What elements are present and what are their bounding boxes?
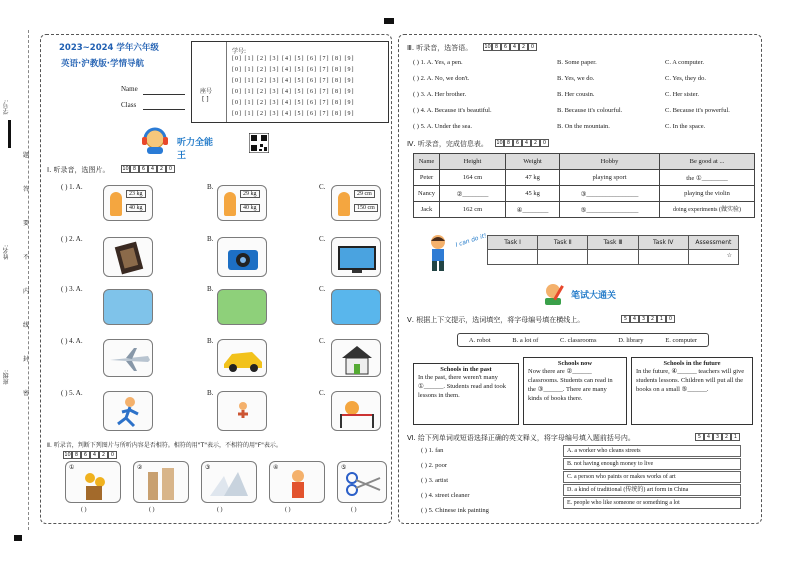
table-cell: 162 cm bbox=[440, 202, 506, 218]
definition-item: D. a kind of traditional (传统的) art form in China bbox=[563, 484, 741, 496]
match-item[interactable]: ( ) 3. artist bbox=[421, 477, 449, 484]
q-number: ( ) 1. A. bbox=[61, 183, 83, 191]
task-header: Task Ⅱ bbox=[538, 236, 587, 250]
running-picture[interactable] bbox=[103, 391, 153, 431]
box-title: Schools now bbox=[557, 360, 593, 367]
scale-reading: 40 kg bbox=[240, 204, 260, 212]
film-reel-icon bbox=[104, 238, 154, 278]
match-item[interactable]: ( ) 2. poor bbox=[421, 462, 447, 469]
car-picture[interactable] bbox=[217, 339, 267, 377]
picnic-picture[interactable] bbox=[217, 289, 267, 325]
word-option: D. library bbox=[618, 336, 644, 344]
option-c: C. bbox=[319, 337, 326, 345]
option-b[interactable]: B. Because it's colourful. bbox=[557, 107, 623, 114]
cartoon-kid bbox=[423, 232, 488, 273]
school-year: 2023~2024 学年六年级 bbox=[59, 43, 159, 53]
table-cell-blank[interactable]: ③________________ bbox=[560, 186, 660, 202]
table-cell: playing the violin bbox=[660, 186, 755, 202]
option-b: B. bbox=[207, 285, 214, 293]
score-cell[interactable]: 10 bbox=[64, 452, 71, 458]
score-cell[interactable]: 2 bbox=[157, 165, 166, 173]
kid-icon bbox=[110, 192, 122, 216]
pic-number: ② bbox=[137, 464, 143, 471]
task-header: Task Ⅰ bbox=[488, 236, 537, 250]
section1-score-grid bbox=[121, 165, 175, 173]
kid-icon bbox=[224, 192, 236, 216]
score-cell[interactable]: 0 bbox=[108, 451, 117, 459]
column-header: Be good at ... bbox=[660, 154, 755, 170]
column-header: Weight bbox=[506, 154, 560, 170]
option-c: C. bbox=[319, 285, 326, 293]
writing-badge bbox=[539, 281, 649, 307]
q-number: ( ) 2. A. bbox=[61, 235, 83, 243]
scale-reading: 23 kg bbox=[126, 190, 146, 198]
section5-title: Ⅴ. 根据上下文提示，选词填空，将字母编号填在横线上。 bbox=[407, 316, 585, 324]
task-header: Assessment bbox=[689, 236, 738, 250]
table-cell-blank[interactable]: ⑤________________ bbox=[560, 202, 660, 218]
scale-reading: 40 kg bbox=[126, 204, 146, 212]
word-option: E. computer bbox=[665, 336, 698, 344]
table-cell: 47 kg bbox=[506, 170, 560, 186]
class-field[interactable] bbox=[143, 109, 185, 110]
option-c[interactable]: C. In the space. bbox=[665, 123, 706, 130]
table-cell: doing experiments (做实验) bbox=[660, 202, 755, 218]
score-cell[interactable]: 0 bbox=[666, 315, 675, 323]
runner-icon bbox=[104, 392, 154, 432]
score-cell[interactable]: 4 bbox=[90, 451, 99, 459]
option-b[interactable]: B. Some paper. bbox=[557, 59, 597, 66]
score-cell[interactable]: 3 bbox=[713, 433, 722, 441]
option-c: C. bbox=[319, 235, 326, 243]
option-b[interactable]: B. Yes, we do. bbox=[557, 75, 595, 82]
table-cell: Peter bbox=[414, 170, 440, 186]
qr-code-icon bbox=[249, 133, 269, 153]
star-icon[interactable]: ☆ bbox=[726, 252, 733, 259]
table-cell: Jack bbox=[414, 202, 440, 218]
option-c[interactable]: C. Yes, they do. bbox=[665, 75, 706, 82]
opera-house-icon bbox=[202, 462, 258, 504]
section6-title: Ⅵ. 给下列单词或短语选择正确的英文释义，将字母编号填入题前括号内。 bbox=[407, 434, 635, 442]
digit-row[interactable]: [0] [1] [2] [3] [4] [5] [6] [7] [8] [9] bbox=[232, 111, 355, 117]
camera-icon bbox=[218, 238, 268, 278]
box-text: In the past, there weren't many ①______. Students read and took lessons in them. bbox=[418, 374, 506, 399]
match-right bbox=[563, 445, 741, 510]
task-header: Task Ⅳ bbox=[639, 236, 688, 250]
airplane-icon bbox=[104, 340, 154, 378]
definition-item: E. people who like someone or something a lot bbox=[563, 497, 741, 509]
pic-number: ③ bbox=[205, 464, 211, 471]
score-cell[interactable]: 10 bbox=[122, 166, 129, 172]
score-cell[interactable]: 4 bbox=[148, 165, 157, 173]
register-mark-top bbox=[384, 18, 394, 24]
cartoon-caption: I can do it! bbox=[454, 232, 488, 249]
table-cell: Nancy bbox=[414, 186, 440, 202]
task-col bbox=[538, 236, 588, 264]
match-item[interactable]: ( ) 5. Chinese ink painting bbox=[421, 507, 489, 514]
section4-score-grid bbox=[495, 139, 549, 147]
option-a[interactable]: ( ) 1. A. Yes, a pen. bbox=[413, 59, 463, 66]
score-cell[interactable]: 3 bbox=[639, 315, 648, 323]
option-b[interactable]: B. Her cousin. bbox=[557, 91, 595, 98]
listening-title: 听力全能王 bbox=[177, 138, 214, 161]
tv-picture[interactable] bbox=[331, 237, 381, 277]
score-cell[interactable]: 8 bbox=[492, 43, 501, 51]
answer-blank[interactable]: ( ) bbox=[149, 507, 155, 513]
register-mark bbox=[14, 535, 22, 541]
definition-item: B. not having enough money to live bbox=[563, 458, 741, 470]
seal-char: 密 bbox=[23, 390, 30, 397]
book-subtitle: 英语·沪教版·学情导航 bbox=[61, 59, 144, 69]
score-cell[interactable]: 4 bbox=[510, 43, 519, 51]
answer-blank[interactable]: ( ) bbox=[285, 507, 291, 513]
sports-car-icon bbox=[218, 340, 268, 378]
answer-blank[interactable]: ( ) bbox=[81, 507, 87, 513]
listening-badge bbox=[137, 127, 217, 161]
section1-row-2 bbox=[47, 233, 387, 275]
id-divider bbox=[226, 42, 227, 122]
scale-reading: 29 cm bbox=[354, 190, 375, 198]
table-row bbox=[414, 170, 755, 186]
seal-char: 不 bbox=[23, 254, 30, 261]
high-jump-picture[interactable] bbox=[331, 391, 381, 431]
task-col bbox=[689, 236, 738, 264]
score-cell[interactable]: 5 bbox=[621, 315, 630, 323]
option-a[interactable]: ( ) 4. A. Because it's beautiful. bbox=[413, 107, 492, 114]
choice-row bbox=[413, 75, 757, 91]
seal-char: 答 bbox=[23, 186, 30, 193]
sunflowers-icon bbox=[66, 462, 122, 504]
television-icon bbox=[332, 238, 382, 278]
score-cell[interactable]: 8 bbox=[72, 451, 81, 459]
name-field[interactable] bbox=[143, 94, 185, 95]
pic-number: ⑤ bbox=[341, 464, 347, 471]
id-box bbox=[191, 41, 389, 123]
section3-score-grid bbox=[483, 43, 537, 51]
section1-row-1 bbox=[47, 181, 387, 221]
score-cell[interactable]: 6 bbox=[501, 43, 510, 51]
digit-row[interactable]: [0] [1] [2] [3] [4] [5] [6] [7] [8] [9] bbox=[232, 56, 355, 62]
option-b: B. bbox=[207, 337, 214, 345]
kid-icon bbox=[338, 192, 350, 216]
table-row bbox=[414, 186, 755, 202]
task-header: Task Ⅲ bbox=[588, 236, 637, 250]
table-row bbox=[414, 202, 755, 218]
score-cell[interactable]: 6 bbox=[81, 451, 90, 459]
score-cell[interactable]: 0 bbox=[528, 43, 537, 51]
school-boxes bbox=[413, 357, 757, 427]
task-col bbox=[639, 236, 689, 264]
margin-class: 班级: bbox=[3, 370, 10, 385]
section2-score-grid bbox=[63, 451, 117, 459]
score-cell[interactable]: 8 bbox=[130, 165, 139, 173]
digit-row[interactable]: [0] [1] [2] [3] [4] [5] [6] [7] [8] [9] bbox=[232, 78, 355, 84]
word-bank bbox=[457, 333, 709, 347]
option-a[interactable]: ( ) 3. A. Her brother. bbox=[413, 91, 467, 98]
table-cell-blank[interactable]: the ①________ bbox=[660, 170, 755, 186]
scale-picture-b[interactable] bbox=[217, 185, 267, 221]
scale-reading: 29 kg bbox=[240, 190, 260, 198]
camera-picture[interactable] bbox=[217, 237, 267, 277]
section1-row-5 bbox=[47, 387, 387, 431]
definition-item: C. a person who paints or makes works of art bbox=[563, 471, 741, 483]
margin-student-no: 学号: bbox=[3, 100, 10, 115]
word-option: B. a lot of bbox=[512, 336, 539, 344]
seal-line-text bbox=[23, 150, 33, 422]
box-title: Schools in the past bbox=[440, 366, 492, 373]
margin-bar bbox=[8, 120, 11, 148]
option-c[interactable]: C. Because it's powerful. bbox=[665, 107, 730, 114]
score-cell[interactable]: 4 bbox=[630, 315, 639, 323]
answer-blank[interactable]: ( ) bbox=[351, 507, 357, 513]
table-header-row bbox=[414, 154, 755, 170]
score-cell[interactable]: 1 bbox=[731, 433, 740, 441]
box-title: Schools in the future bbox=[663, 360, 721, 367]
margin-name: 姓名: bbox=[3, 245, 10, 260]
seal-char: 内 bbox=[23, 288, 30, 295]
header-box bbox=[47, 39, 191, 113]
task-table bbox=[487, 235, 739, 265]
match-left bbox=[421, 447, 551, 522]
section6-score-grid bbox=[695, 433, 740, 441]
class-label: Class bbox=[121, 101, 137, 109]
score-cell[interactable]: 6 bbox=[139, 165, 148, 173]
q-number: ( ) 3. A. bbox=[61, 285, 83, 293]
section3-title: Ⅲ. 听录音，选答语。 bbox=[407, 44, 473, 52]
digit-row[interactable]: [0] [1] [2] [3] [4] [5] [6] [7] [8] [9] bbox=[232, 89, 355, 95]
jumping-picture[interactable] bbox=[217, 391, 267, 431]
box-text: Now there are ②______ classrooms. Students can read in the ③______. There are many kinds of books there. bbox=[528, 368, 613, 402]
choice-row bbox=[413, 107, 757, 123]
choice-row bbox=[413, 59, 757, 75]
definition-item: A. a worker who cleans streets bbox=[563, 445, 741, 457]
table-cell-blank[interactable]: ④________ bbox=[506, 202, 560, 218]
seat-box[interactable]: [ ] bbox=[202, 96, 209, 103]
seal-char: 题 bbox=[23, 152, 30, 159]
picture-2[interactable] bbox=[133, 461, 189, 503]
scale-reading: 150 cm bbox=[354, 204, 378, 212]
left-page bbox=[40, 34, 392, 524]
table-cell: 45 kg bbox=[506, 186, 560, 202]
choice-row bbox=[413, 123, 757, 139]
option-c[interactable]: C. A computer. bbox=[665, 59, 704, 66]
score-cell[interactable]: 4 bbox=[704, 433, 713, 441]
school-past-box bbox=[413, 363, 519, 425]
match-item[interactable]: ( ) 1. fan bbox=[421, 447, 444, 454]
pencil-kid-icon bbox=[539, 281, 567, 307]
column-header: Hobby bbox=[560, 154, 660, 170]
painter-icon bbox=[270, 462, 326, 504]
picture-1[interactable] bbox=[65, 461, 121, 503]
scale-picture-c[interactable] bbox=[331, 185, 381, 221]
score-cell[interactable]: 0 bbox=[166, 165, 175, 173]
digit-row[interactable]: [0] [1] [2] [3] [4] [5] [6] [7] [8] [9] bbox=[232, 100, 355, 106]
table-cell: 164 cm bbox=[440, 170, 506, 186]
swimming-picture[interactable] bbox=[331, 289, 381, 325]
word-option: C. classrooms bbox=[560, 336, 597, 344]
digit-row[interactable]: [0] [1] [2] [3] [4] [5] [6] [7] [8] [9] bbox=[232, 67, 355, 73]
section1-row-4 bbox=[47, 335, 387, 377]
high-jump-icon bbox=[332, 392, 382, 432]
buildings-icon bbox=[134, 462, 190, 504]
headphone-kid-icon bbox=[137, 127, 173, 155]
column-header: Height bbox=[440, 154, 506, 170]
binding-margin bbox=[0, 0, 38, 561]
table-cell-blank[interactable]: ②________ bbox=[440, 186, 506, 202]
match-item[interactable]: ( ) 4. street cleaner bbox=[421, 492, 470, 499]
beach-picture[interactable] bbox=[103, 289, 153, 325]
house-icon bbox=[332, 340, 382, 378]
score-cell[interactable]: 6 bbox=[513, 139, 522, 147]
picture-3[interactable] bbox=[201, 461, 257, 503]
box-text: In the future, ④______ teachers will give students lessons. Children will put all the books on a small ⑤______. bbox=[636, 368, 745, 393]
pic-number: ① bbox=[69, 464, 75, 471]
option-b: B. bbox=[207, 183, 214, 191]
score-cell[interactable]: 4 bbox=[522, 139, 531, 147]
score-cell[interactable]: 5 bbox=[695, 433, 704, 441]
option-b[interactable]: B. On the mountain. bbox=[557, 123, 610, 130]
name-label: Name bbox=[121, 85, 138, 93]
writing-title: 笔试大通关 bbox=[571, 291, 617, 301]
film-picture[interactable] bbox=[103, 237, 153, 277]
q-number: ( ) 4. A. bbox=[61, 337, 83, 345]
seal-char: 封 bbox=[23, 356, 30, 363]
score-cell[interactable]: 0 bbox=[540, 139, 549, 147]
score-cell[interactable]: 1 bbox=[657, 315, 666, 323]
section3-items bbox=[413, 59, 757, 139]
column-header: Name bbox=[414, 154, 440, 170]
section4-title: Ⅳ. 听录音，完成信息表。 bbox=[407, 140, 488, 148]
section1-row-3 bbox=[47, 283, 387, 325]
pic-number: ④ bbox=[273, 464, 279, 471]
task-col bbox=[488, 236, 538, 264]
q-number: ( ) 5. A. bbox=[61, 389, 83, 397]
section1-title: Ⅰ. 听录音，选图片。 bbox=[47, 166, 110, 174]
section2-title: Ⅱ. 听录音，判断下列图片与所听内容是否相符。相符的用"T"表示，不相符的用"F"表示。 bbox=[47, 442, 282, 449]
option-b: B. bbox=[207, 389, 214, 397]
task-col bbox=[588, 236, 638, 264]
option-b: B. bbox=[207, 235, 214, 243]
score-cell[interactable]: 2 bbox=[722, 433, 731, 441]
jumper-icon bbox=[218, 392, 268, 432]
option-c: C. bbox=[319, 183, 326, 191]
picture-5[interactable] bbox=[337, 461, 387, 503]
scale-picture-a[interactable] bbox=[103, 185, 153, 221]
plane-picture[interactable] bbox=[103, 339, 153, 377]
option-a[interactable]: ( ) 5. A. Under the sea. bbox=[413, 123, 473, 130]
score-cell[interactable]: 8 bbox=[504, 139, 513, 147]
waving-boy-icon bbox=[423, 233, 453, 273]
digit-grid bbox=[232, 56, 354, 122]
score-cell[interactable]: 2 bbox=[99, 451, 108, 459]
school-now-box bbox=[523, 357, 627, 425]
option-c[interactable]: C. Her sister. bbox=[665, 91, 699, 98]
section2-pictures bbox=[51, 461, 387, 521]
table-cell: playing sport bbox=[560, 170, 660, 186]
right-page bbox=[398, 34, 762, 524]
score-cell[interactable]: 10 bbox=[484, 44, 491, 50]
score-cell[interactable]: 10 bbox=[496, 140, 503, 146]
choice-row bbox=[413, 91, 757, 107]
seal-char: 线 bbox=[23, 322, 30, 329]
answer-blank[interactable]: ( ) bbox=[217, 507, 223, 513]
score-cell[interactable]: 2 bbox=[531, 139, 540, 147]
school-future-box bbox=[631, 357, 753, 425]
score-cell[interactable]: 2 bbox=[519, 43, 528, 51]
house-picture[interactable] bbox=[331, 339, 381, 377]
word-option: A. robot bbox=[468, 336, 491, 344]
section5-score-grid bbox=[621, 315, 675, 323]
option-a[interactable]: ( ) 2. A. No, we don't. bbox=[413, 75, 470, 82]
student-id-label: 学号: bbox=[232, 48, 247, 55]
picture-4[interactable] bbox=[269, 461, 325, 503]
score-cell[interactable]: 2 bbox=[648, 315, 657, 323]
seat-label: 座号 bbox=[200, 88, 213, 95]
seal-char: 要 bbox=[23, 220, 30, 227]
option-c: C. bbox=[319, 389, 326, 397]
info-table bbox=[413, 153, 755, 218]
